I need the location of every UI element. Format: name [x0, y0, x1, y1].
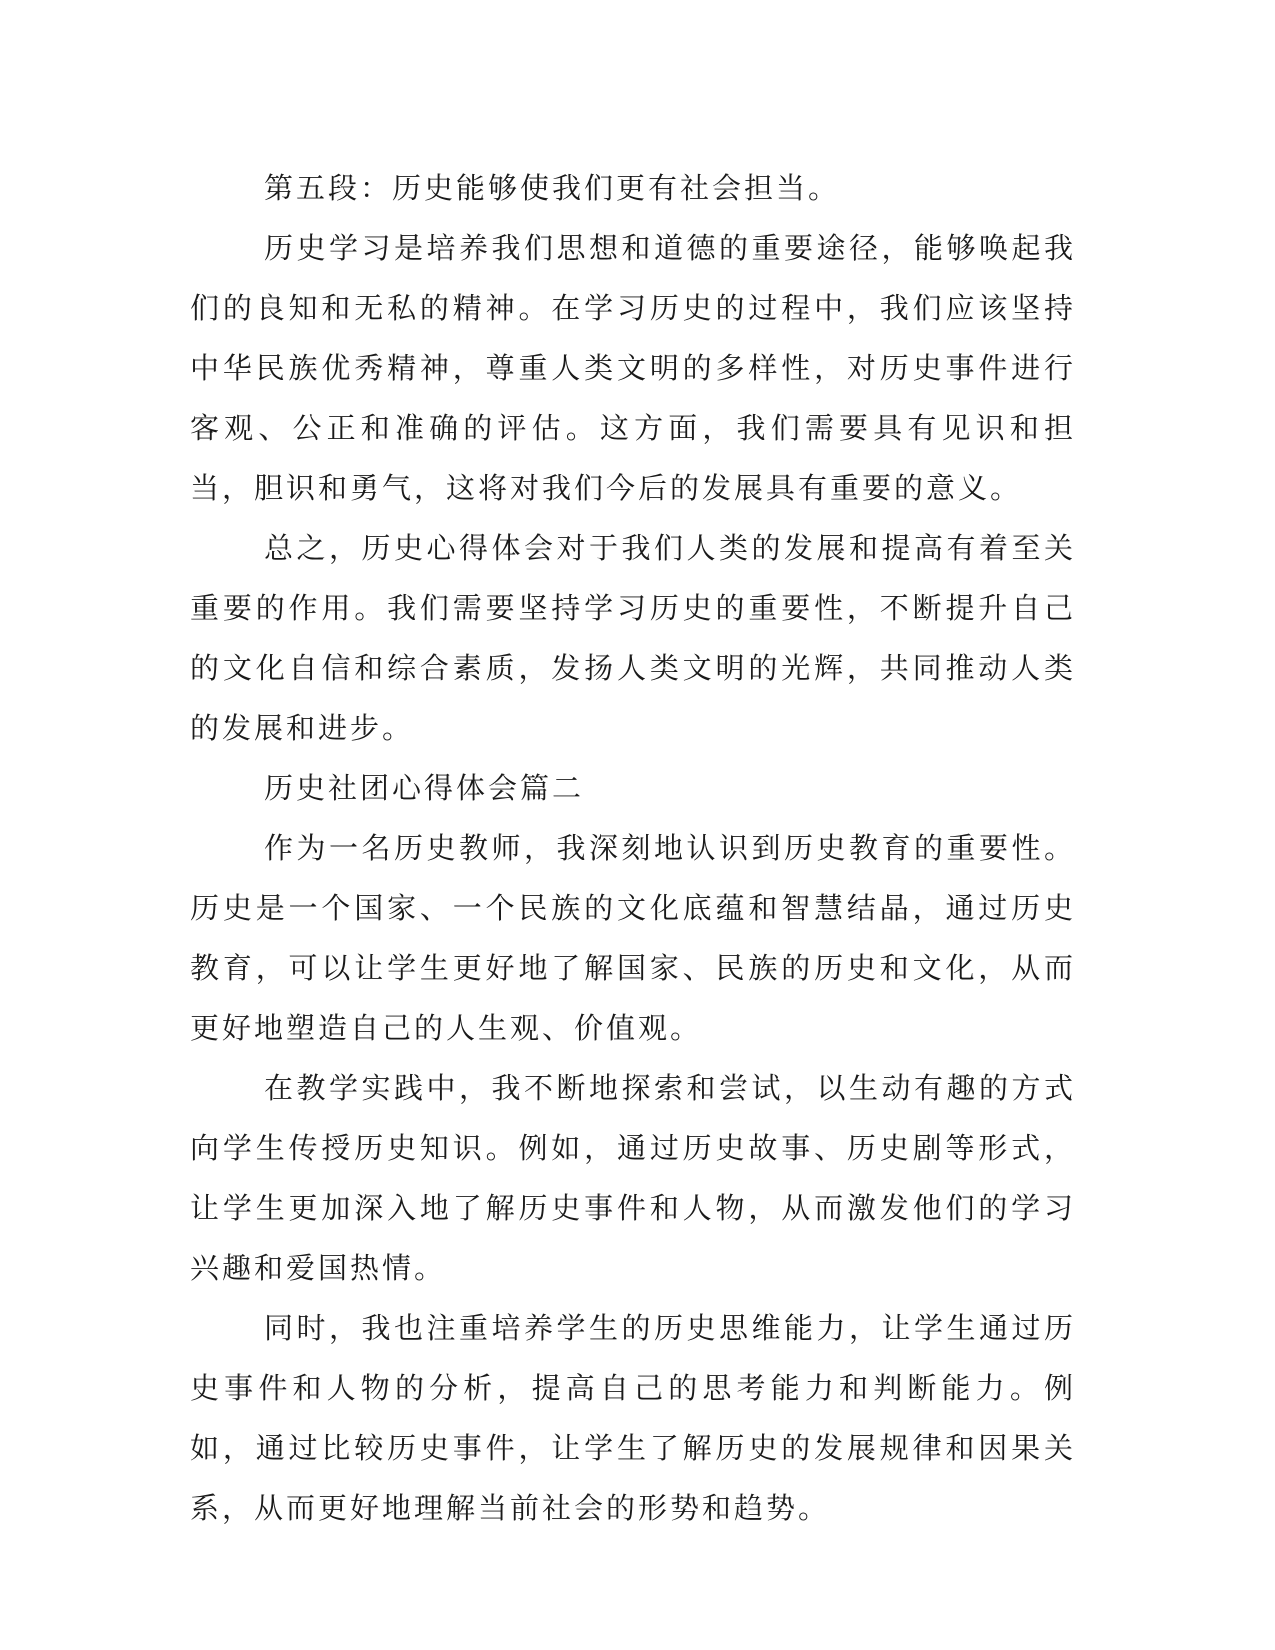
section-heading-five: 第五段：历史能够使我们更有社会担当。: [264, 171, 841, 205]
paragraph-history-learning: 历史学习是培养我们思想和道德的重要途径，能够唤起我们的良知和无私的精神。在学习历史的过程中，我们应该坚持中华民族优秀精神，尊重人类文明的多样性，对历史事件进行客观、公正和准确的评估。这方面，我们需要具有见识和担当，胆识和勇气，这将对我们今后的发展具有重要的意义。: [190, 231, 1076, 505]
paragraph-conclusion: 总之，历史心得体会对于我们人类的发展和提高有着至关重要的作用。我们需要坚持学习历史的重要性，不断提升自己的文化自信和综合素质，发扬人类文明的光辉，共同推动人类的发展和进步。: [190, 531, 1076, 745]
document-body: [190, 158, 1076, 1538]
paragraph-teacher-intro: 作为一名历史教师，我深刻地认识到历史教育的重要性。历史是一个国家、一个民族的文化底蕴和智慧结晶，通过历史教育，可以让学生更好地了解国家、民族的历史和文化，从而更好地塑造自己的人生观、价值观。: [190, 831, 1076, 1045]
paragraph-teaching-practice: 在教学实践中，我不断地探索和尝试，以生动有趣的方式向学生传授历史知识。例如，通过历史故事、历史剧等形式，让学生更加深入地了解历史事件和人物，从而激发他们的学习兴趣和爱国热情。: [190, 1071, 1076, 1285]
article-title-part-two: 历史社团心得体会篇二: [264, 771, 585, 805]
paragraph-historical-thinking: 同时，我也注重培养学生的历史思维能力，让学生通过历史事件和人物的分析，提高自己的思考能力和判断能力。例如，通过比较历史事件，让学生了解历史的发展规律和因果关系，从而更好地理解当前社会的形势和趋势。: [190, 1311, 1076, 1525]
